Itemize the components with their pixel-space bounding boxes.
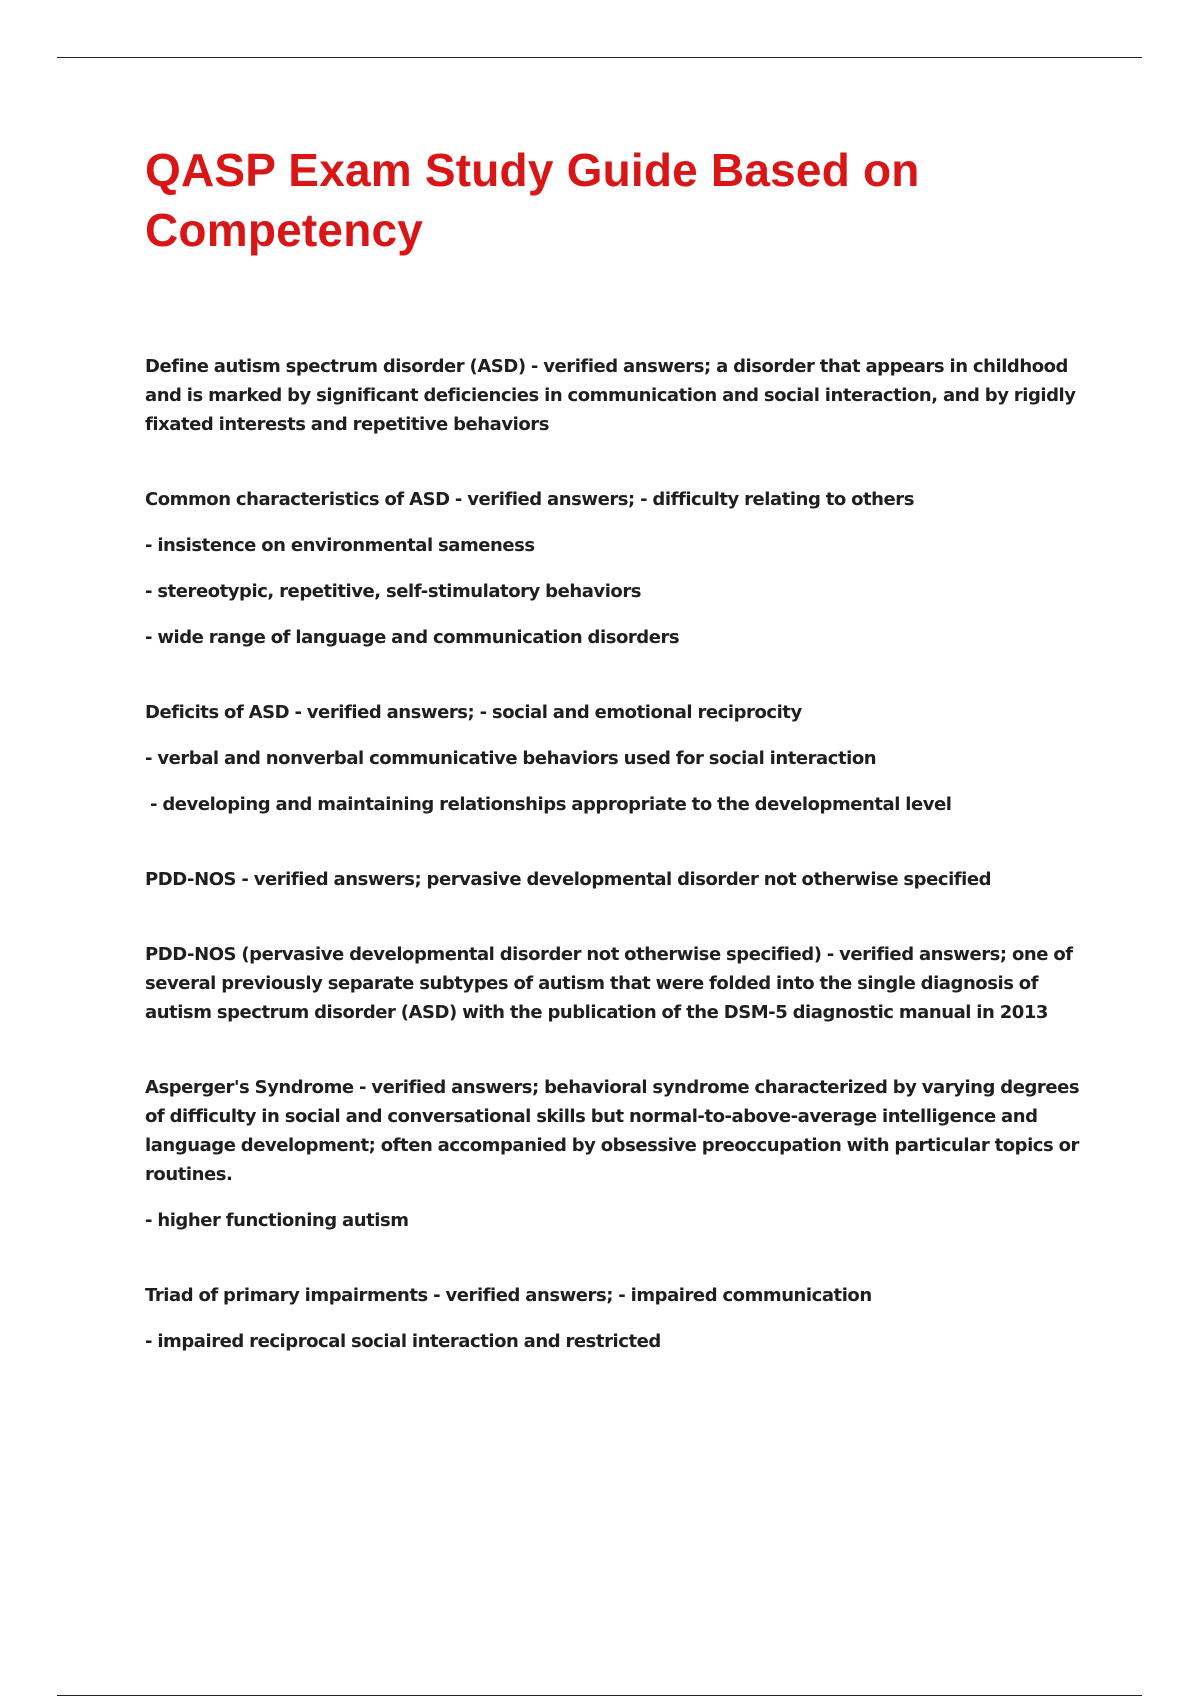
qa-answer-item: - higher functioning autism bbox=[145, 1210, 409, 1231]
qa-entry bbox=[145, 1281, 1085, 1356]
qa-entry bbox=[145, 698, 1085, 819]
qa-entry bbox=[145, 940, 1085, 1027]
qa-question: Deficits of ASD - verified answers; - social and emotional reciprocity bbox=[145, 702, 802, 723]
qa-answer-item: - verbal and nonverbal communicative behaviors used for social interaction bbox=[145, 748, 877, 769]
qa-entry bbox=[145, 865, 1085, 894]
document-body bbox=[145, 140, 1085, 1402]
qa-answer-item: - stereotypic, repetitive, self-stimulatory behaviors bbox=[145, 581, 642, 602]
qa-answer-item: - impaired reciprocal social interaction and restricted bbox=[145, 1331, 661, 1352]
qa-answer-item: - insistence on environmental sameness bbox=[145, 535, 535, 556]
top-rule bbox=[57, 57, 1142, 58]
qa-question: Common characteristics of ASD - verified answers; - difficulty relating to others bbox=[145, 489, 914, 510]
qa-question: Define autism spectrum disorder (ASD) - verified answers; a disorder that appears in childhood and is marked by significant deficiencies in communication and social interaction, and by rigidly fixated interests and repetitive behaviors bbox=[145, 356, 1076, 435]
bottom-rule bbox=[57, 1695, 1142, 1696]
qa-answer-item: - developing and maintaining relationships appropriate to the developmental level bbox=[150, 794, 952, 815]
qa-entry bbox=[145, 1073, 1085, 1235]
qa-entry bbox=[145, 352, 1085, 439]
qa-entry bbox=[145, 485, 1085, 652]
document-title: QASP Exam Study Guide Based on Competency bbox=[145, 144, 920, 256]
qa-question: Asperger's Syndrome - verified answers; behavioral syndrome characterized by varying degrees of difficulty in social and conversational skills but normal-to-above-average intelligence and language development; often accompanied by obsessive preoccupation with particular topics or routines. bbox=[145, 1077, 1080, 1185]
qa-answer-item: - wide range of language and communication disorders bbox=[145, 627, 680, 648]
qa-question: PDD-NOS - verified answers; pervasive developmental disorder not otherwise specified bbox=[145, 869, 992, 890]
qa-question: Triad of primary impairments - verified answers; - impaired communication bbox=[145, 1285, 872, 1306]
qa-question: PDD-NOS (pervasive developmental disorder not otherwise specified) - verified answers; one of several previously separate subtypes of autism that were folded into the single diagnosis of autism spectrum disorder (ASD) with the publication of the DSM-5 diagnostic manual in 2013 bbox=[145, 944, 1073, 1023]
